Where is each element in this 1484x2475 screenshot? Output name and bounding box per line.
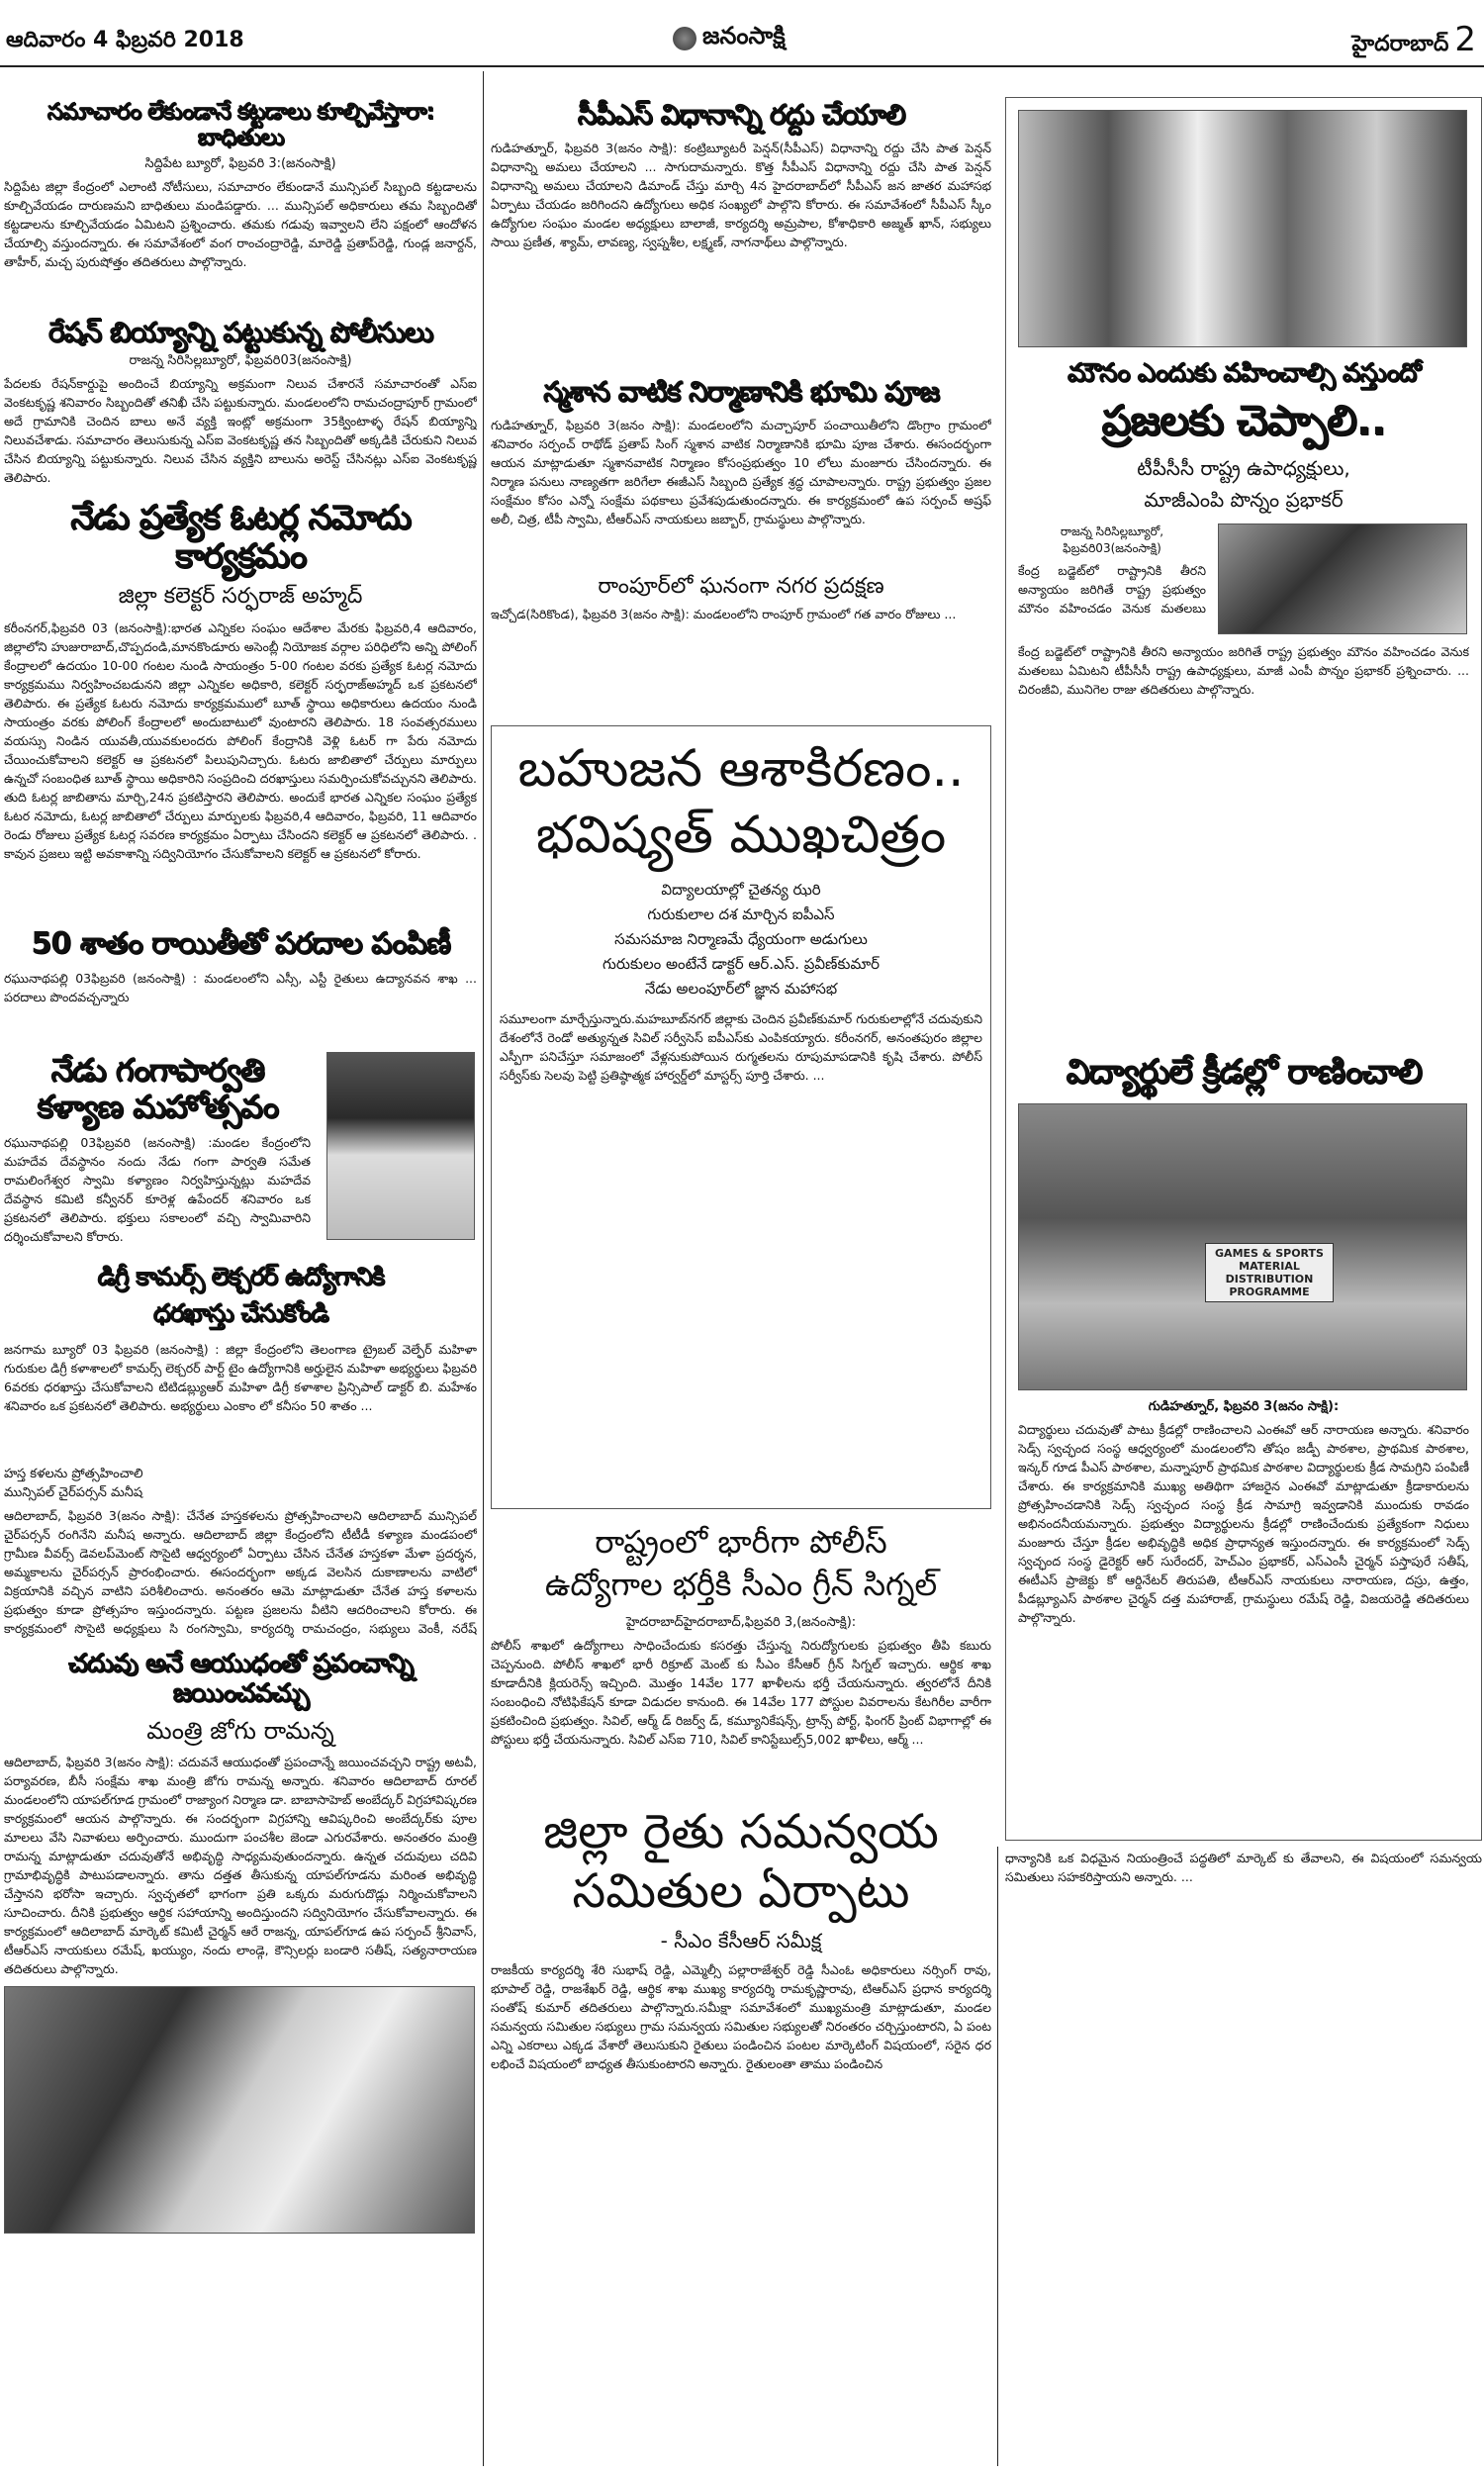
- article-body: సిద్దిపేట జిల్లా కేంద్రంలో ఎలాంటి నోటీసులు, సమాచారం లేకుండానే మున్సిపల్ సిబ్బంది కట్టడాలను కూల్చివేయడం దారుణమని బాధితులు మండిపడ్డారు. ... మున్సిపల్ అధికారులు తమ సిబ్బందితో కట్టడాలను కూల్చివేయడం ఏమిటని ప్రశ్నించారు. తమకు గడువు ఇవ్వాలని లేని పక్షంలో ఆందోళన చేయాల్సి వస్తుందన్నారు. ఈ సమావేశంలో వంగ రాంచంద్రారెడ్డి, మారెడ్డి ప్రతాప్‌రెడ్డి, గుండ్ల జనార్దన్, తాహీర్, మచ్చ పురుషోత్తం తదితరులు పాల్గొన్నారు.: [4, 178, 477, 269]
- article-text: [1018, 524, 1206, 634]
- article-body: ఆదిలాబాద్, ఫిబ్రవరి 3(జనం సాక్షి): చదువనే ఆయుధంతో ప్రపంచాన్నే జయించవచ్చని రాష్ట్ర అటవీ, పర్యావరణ, బీసీ సంక్షేమ శాఖ మంత్రి జోగు రామన్న అన్నారు. శనివారం ఆదిలాబాద్ రూరల్ మండలంలోని యాపల్‌గూడ గ్రామంలో రాజ్యాంగ నిర్మాణ డా. బాబాసాహెబ్ అంబేద్కర్ విగ్రహావిష్కరణ కార్యక్రమంలో ఆయన పాల్గొన్నారు. ఈ సందర్భంగా విగ్రహాన్ని ఆవిష్కరించి అంబేద్కర్‌కు పూల మాలలు వేసి నివాళులు అర్పించారు. ముందుగా పంచశీల జెండా ఎగురవేశారు. అనంతరం మంత్రి రామన్న మాట్లాడుతూ చదువుతోనే అభివృద్ధి సాధ్యమవుతుందన్నారు. ఉన్నత చదువులు చదివి గ్రామాభివృద్ధికి పాటుపడాలన్నారు. తాను దత్తత తీసుకున్న యాపల్‌గూడను మరింత అభివృద్ధి చేస్తానని భరోసా ఇచ్చారు. స్వచ్ఛతలో భాగంగా ప్రతి ఒక్కరు మరుగుదొడ్లు నిర్మించుకోవాలని సూచించారు. దీనికి ప్రభుత్వం ఆర్థిక సహాయాన్ని అందిస్తుందని సద్వినియోగం చేసుకోవాలన్నారు. ఈ కార్యక్రమంలో ఆదిలాబాద్ మార్కెట్ కమిటీ చైర్మన్ ఆరే రాజన్న, యాపల్‌గూడ ఉప సర్పంచ్ శ్రీనివాస్, టీఆర్ఎస్ నాయకులు రమేష్, ఖయ్యుం, నందు లాండ్గె, కౌన్సిలర్లు బండారి సతీష్, సత్యనారాయణ తదితరులు పాల్గొన్నారు.: [4, 1755, 477, 1977]
- headline: మౌనం ఎందుకు వహించాల్సి వస్తుందో: [1067, 358, 1421, 388]
- headline: సీపీఎస్ విధానాన్ని రద్దు చేయాలి: [577, 99, 905, 131]
- article-body-narrow: కేంద్ర బడ్జెట్‌లో రాష్ట్రానికి తీరని అన్యాయం జరిగితే రాష్ట్ర ప్రభుత్వం మౌనం వహించడం వెనుక మతలబు: [1018, 563, 1206, 617]
- headline-line: జిల్లా రైతు సమన్వయ: [543, 1804, 939, 1860]
- issue-date: ఆదివారం 4 ఫిబ్రవరి 2018: [6, 28, 244, 52]
- article-body: పోలీస్ శాఖలో ఉద్యోగాలు సాధించేందుకు కసరత్తు చేస్తున్న నిరుద్యోగులకు ప్రభుత్వం తీపి కబురు చెప్పనుంది. పోలీస్ శాఖలో భారీ రిక్రూట్ మెంట్ కు సీఎం కేసీఆర్ గ్రీన్ సిగ్నల్ ఇచ్చారు. ఆర్థిక శాఖ కూడాదీనికి క్లియరెన్స్ ఇచ్చింది. మొత్తం 14వేల 177 ఖాళీలను భర్తీ చేయనున్నారు. త్వరలోనే దీనికి సంబంధించి నోటిఫికేషన్ కూడా విడుదల కానుంది. ఈ 14వేల 177 పోస్టుల వివరాలను కేటగిరీల వారీగా ప్రకటించింది ప్రభుత్వం. సివిల్, ఆర్మ్ డ్ రిజర్వ్ డ్, కమ్యూనికేషన్స్, ట్రాన్స్ పోర్ట్, ఫింగర్ ప్రింట్ విభాగాల్లో ఈ పోస్టులు భర్తీ చేయనున్నారు. సివిల్ ఎస్ఐ 710, సివిల్ కానిస్టేబుల్స్5,002 ఖాళీలు, ఆర్మ్ ...: [491, 1638, 991, 1748]
- page-number: 2: [1454, 20, 1476, 59]
- kicker-line: మున్సిపల్ చైర్‌పర్సన్ మనీష: [4, 1484, 143, 1500]
- subheadline: జిల్లా కలెక్టర్ సర్ఫరాజ్ అహ్మద్: [118, 584, 363, 610]
- statue-unveiling-photo: [4, 1986, 475, 2234]
- page-info: [1351, 20, 1476, 61]
- article-body: కరీంనగర్,ఫిబ్రవరి 03 (జనంసాక్షి):భారత ఎన్నికల సంఘం ఆదేశాల మేరకు ఫిబ్రవరి,4 ఆదివారం, జిల్లాలోని హుజురాబాద్,చొప్పదండి,మానకొండూరు అసెంబ్లీ నియోజక వర్గాల పరిధిలోని అన్ని పోలింగ్ కేంద్రాలలో ఉదయం 10-00 గంటల నుండి సాయంత్రం 5-00 గంటల వరకు ప్రత్యేక ఓటర్ల నమోదు కార్యక్రమము నిర్వహించబడునని జిల్లా ఎన్నికల అధికారి, కలెక్టర్ సర్ఫరాజ్‌అహ్మద్ ఒక ప్రకటనలో తెలిపారు. ఈ ప్రత్యేక ఓటరు నమోదు కార్యక్రమములో బూత్ స్థాయి అధికారులు ఉదయం నుండి సాయంత్రం వరకు పోలింగ్ కేంద్రాలలో అందుబాటులో వుంటారని తెలిపారు. 18 సంవత్సరములు వయస్సు నిండిన యువతీ,యువకులందరు పోలింగ్ కేంద్రానికి వెళ్లి ఓటర్ గా పేరు నమోదు చేయించుకోవాలని కలెక్టర్ ఆ ప్రకటనలో పిలుపునిచ్చారు. ఓటరు జాబితాలో చేర్పులు మార్పులు ఉన్నచో సంబంధిత బూత్ స్థాయి అధికారిని సంప్రదించి దరఖాస్తులు సమర్పించుకోవచ్చునని తెలిపారు. తుది ఓటర్ల జాబితాను మార్చి,24న ప్రకటిస్తారని తెలిపారు. అందుకే భారత ఎన్నికల సంఘం ప్రత్యేక ఓటర నమోదు, ఓటర్ల జాబితాలో చేర్పులు మార్పులకు ఫిబ్రవరి,4 ఆదివారం, ఫిబ్రవరి, 11 ఆదివారం రెండు రోజులు ప్రత్యేక ఓటర్ల సవరణ కార్యక్రమం ఏర్పాటు చేసిందని కలెక్టర్ ఆ ప్రకటనలో తెలిపారు. . కావున ప్రజలు ఇట్టి అవకాశాన్ని సద్వినియోగం చేసుకోవాలని కలెక్టర్ ఆ ప్రకటనలో కోరారు.: [4, 619, 477, 861]
- sports-distribution-photo: [1018, 1103, 1467, 1390]
- article-body: రాజకీయ కార్యదర్శి శేరి సుభాష్ రెడ్డి, ఎమ్మెల్సీ పల్లారాజేశ్వర్ రెడ్డి సీఎంఓ అధికారులు నర్సింగ్ రావు, భూపాల్ రెడ్డి, రాజశేఖర్ రెడ్డి, ఆర్థిక శాఖ ముఖ్య కార్యదర్శి రామకృష్ణారావు, టిఆర్ఎస్ ప్రధాన కార్యదర్శి సంతోష్ కుమార్ తదితరులు పాల్గొన్నారు.సమీక్షా సమావేశంలో ముఖ్యమంత్రి మాట్లాడుతూ, మండల సమన్వయ సమితుల సభ్యులు గ్రామ సమన్వయ సమితుల సభ్యులతో నిరంతరం చర్చిస్తుంటారని, ఏ పంట ఎన్ని ఎకరాలు ఎక్కడ వేశారో తెలుసుకుని రైతులు పండించిన పంటల మార్కెటింగ్ విషయంలో, సరైన ధర లభించే విషయంలో బాధ్యత తీసుకుంటారని అన్నారు. రైతులంతా తాము పండించిన: [491, 1962, 991, 2072]
- article-body: విద్యార్థులు చదువుతో పాటు క్రీడల్లో రాణించాలని ఎంఈవో ఆర్ నారాయణ అన్నారు. శనివారం సెడ్స్ స్వచ్ఛంద సంస్థ ఆధ్వర్యంలో మండలంలోని తోషం జడ్పీ పాఠశాల, ప్రాథమిక పాఠశాల, ఇన్కర్ గూడ పీఎస్ పాఠశాల, మన్నాపూర్ ప్రాథమిక పాఠశాల విద్యార్థులకు క్రీడ సామగ్రిని పంపిణీ చేశారు. ఈ కార్యక్రమానికి ముఖ్య అతిథిగా హాజరైన ఎంఈవో మాట్లాడుతూ క్రీడాకారులను ప్రోత్సహించడానికి సెడ్స్ స్వచ్ఛంద సంస్థ క్రీడ సామాగ్రి ఇవ్వడానికి ముందుకు రావడం అభినందనీయమన్నారు. ప్రభుత్వం విద్యార్థులను క్రీడల్లో రాణించేందుకు ప్రత్యేకంగా నిధులు మంజూరు చేస్తూ క్రీడల అభివృద్ధికి అధిక ప్రాధాన్యత ఇస్తుందన్నారు. ఈ కార్యక్రమంలో సెడ్స్ స్వచ్ఛంద సంస్థ డైరెక్టర్ ఆర్ సురేందర్, హెచ్ఎం ప్రభాకర్, ఎస్ఎంసీ చైర్మన్ పస్తాపురే సతీష్, ఈటీఎస్ ప్రాజెక్టు కో ఆర్డినేటర్ తిరుపతి, టీఆర్ఎస్ నాయకులు నారాయణ, దస్రు, ఉత్తం, పీడబ్ల్యూఎస్ పాఠశాల చైర్మన్ దత్త మహారాజ్, గ్రామస్థులు రమేష్ రెడ్డి, విజయరెడ్డి తదితరులు పాల్గొన్నారు.: [1018, 1422, 1469, 1626]
- headline: నేడు ప్రత్యేక ఓటర్ల నమోదు కార్యక్రమం: [70, 498, 411, 577]
- article-body: ఇచ్చోడ(సిరికొండ), ఫిబ్రవరి 3(జనం సాక్షి): మండలంలోని రాంపూర్ గ్రామంలో గత వారం రోజులు ...: [491, 606, 957, 621]
- feature-box: [491, 725, 991, 1509]
- article-body: రఘునాథపల్లి 03ఫిబ్రవరి (జనంసాక్షి) : మండలంలోని ఎస్సీ, ఎస్టీ రైతులు ఉద్యానవన శాఖ ... పరదాలు పొందవచ్చన్నారు: [4, 971, 477, 1005]
- dateline: సిద్దిపేట బ్యూరో, ఫిబ్రవరి 3:(జనంసాక్షి): [144, 155, 336, 171]
- headline: [491, 1521, 991, 1606]
- headline: [4, 1258, 477, 1332]
- headline: రేషన్ బియ్యాన్ని పట్టుకున్న పోలీసులు: [47, 315, 433, 348]
- headline: ప్రజలకు చెప్పాలి..: [1101, 395, 1386, 444]
- headline-line: ధరఖాస్తు చేసుకోండి: [152, 1298, 328, 1328]
- subhead: విద్యాలయాల్లో చైతన్య ఝరి: [661, 880, 821, 899]
- article-body: ఆదిలాబాద్, ఫిబ్రవరి 3(జనం సాక్షి): చేనేత హస్తకళలను ప్రోత్సహించాలని ఆదిలాబాద్ మున్సిపల్ చైర్‌పర్సన్ రంగినేని మనీష అన్నారు. ఆదిలాబాద్ జిల్లా కేంద్రంలోని టీటీడీ కళ్యాణ మండపంలో గ్రామీణ వీవర్స్ డెవలప్‌మెంట్ సొసైటి ఆధ్వర్యంలో ఏర్పాటు చేసిన చేనేత హస్తకళా మేళా ప్రదర్శన, అమ్మకాలను చైర్‌పర్సన్ ప్రారంభించారు. ఈసందర్భంగా అక్కడ వెలసిన దుకాణాలను వాటిలో విక్రయానికి వచ్చిన వాటిని పరిశీలించారు. అనంతరం ఆమె మాట్లాడుతూ చేనేత హస్త కళాలను ప్రభుత్వం కూడా ప్రోత్సహం ఇస్తుందన్నారు. పట్టణ ప్రజలను వీటిని ఆదరించాలని కోరారు. ఈ కార్యక్రమంలో సొసైటి అధ్యక్షులు సి రంగస్వామి, కార్యదర్శి రామచంద్రం, సభ్యులు వెంకీ, నరేష్: [4, 1507, 477, 1636]
- article-body: గుడిహత్నూర్, ఫిబ్రవరి 3(జనం సాక్షి): మండలంలోని మచ్చాపూర్ పంచాయితీలోని డొంగ్రాం గ్రామంలో శనివారం సర్పంచ్ రాథోడ్ ప్రతాప్ సింగ్ స్మశాన వాటిక నిర్మాణానికి భూమి పూజ చేశారు. ఈసందర్భంగా ఆయన మాట్లాడుతూ స్మశానవాటిక నిర్మాణం కోసంప్రభుత్వం 10 లోలు మంజూరు చేసిందన్నారు. ఈ నిర్మాణ పనులు నాణ్యతగా జరిగేలా ఈజీఎస్ సిబ్బంది ప్రత్యేక శ్రద్ధ చూపాలన్నారు. రాష్ట్ర ప్రభుత్వం ప్రజల సంక్షేమం కోసం ఎన్నో సంక్షేమ పథకాలు ప్రవేశపుడుతుందన్నారు. ఈ కార్యక్రమంలో ఉప సర్పంచ్ అష్రఫ్ అలీ, చిత్ర, టీపీ స్వామి, టీఆర్ఎస్ నాయకులు జబ్బార్, గ్రామస్థులు పాల్గొన్నారు.: [491, 418, 991, 527]
- headline: చదువు అనే ఆయుధంతో ప్రపంచాన్ని జయించవచ్చు: [67, 1648, 414, 1708]
- column-right: [1005, 97, 1482, 2467]
- article-body: జనగామ బ్యూరో 03 ఫిబ్రవరి (జనంసాక్షి) : జిల్లా కేంద్రంలోని తెలంగాణ ట్రైబల్ వెల్ఫేర్ మహిళా గురుకుల డిగ్రీ కళాశాలలో కామర్స్ లెక్చరర్ పార్ట్ టైం ఉద్యోగానికి అర్హులైన మహిళా అభ్యర్థులు ఫిబ్రవరి 6వరకు ధరఖాస్తు చేసుకోవాలని టిటిడబ్ల్యుఆర్ మహిళా డిగ్రీ కళాశాల ప్రిన్సిపాల్ డాక్టర్ బి. మహేశం శనివారం ఒక ప్రకటనలో తెలిపారు. అభ్యర్థులు ఎంకాం లో కనీసం 50 శాతం ...: [4, 1341, 477, 1413]
- kicker-line: హస్త కళలను ప్రోత్సహించాలి: [4, 1466, 143, 1481]
- subhead: నేడు అలంపూర్‌లో జ్ఞాన మహాసభ: [644, 979, 838, 998]
- dateline: గుడిహత్నూర్, ఫిబ్రవరి 3(జనం సాక్షి):: [1148, 1399, 1340, 1415]
- headline-line: డిగ్రీ కామర్స్ లెక్చరర్ ఉద్యోగానికి: [97, 1261, 384, 1290]
- subheadline: రాంపూర్‌లో ఘనంగా నగర ప్రదక్షణ: [598, 574, 884, 600]
- headline: నేడు గంగాపార్వతి కళ్యాణ మహోత్సవం: [37, 1051, 278, 1125]
- meeting-photo: [1218, 524, 1467, 634]
- dateline: రాజన్న సిరిసిల్లబ్యూరో, ఫిబ్రవరి03(జనంసాక్షి): [1060, 524, 1164, 556]
- subhead: గురుకులం అంటేనే డాక్టర్ ఆర్.ఎస్. ప్రవీణ్‌కుమార్: [602, 954, 881, 973]
- headline-line: బహుజన ఆశాకిరణం..: [517, 738, 965, 799]
- subhead: మాజీఎంపి పొన్నం ప్రభాకర్: [1144, 488, 1344, 513]
- subheadline: [1018, 452, 1469, 516]
- headline-line: రాష్ట్రంలో భారీగా పోలీస్: [595, 1522, 887, 1561]
- headline: 50 శాతం రాయితీతో పరదాల పంపిణీ: [31, 925, 450, 961]
- article-text: [4, 1052, 311, 1246]
- edition-city: హైదరాబాద్: [1351, 32, 1449, 56]
- feature-subheads: [500, 878, 982, 1001]
- article-body: రఘునాథపల్లి 03ఫిబ్రవరి (జనంసాక్షి) :మండల కేంద్రంలోని మహదేవ దేవస్థానం నందు నేడు గంగా పార్వతి సమేత రామలింగేశ్వర స్వామి కళ్యాణం నిర్వహిస్తున్నట్లు మహదేవ దేవస్థాన కమిటి కన్వీనర్ కూరెళ్ల ఉపేందర్ శనివారం ఒక ప్రకటనలో తెలిపారు. భక్తులు సకాలంలో వచ్చి స్వామివారిని దర్శించుకోవాలని కోరారు.: [4, 1134, 311, 1244]
- subhead: సమసమాజ నిర్మాణమే ధ్యేయంగా అడుగులు: [614, 929, 868, 948]
- subheadline: మంత్రి జోగు రామన్న: [146, 1716, 334, 1745]
- kicker: [4, 1465, 477, 1502]
- headline-line: సమితుల ఏర్పాటు: [572, 1863, 910, 1920]
- headline: సమాచారం లేకుండానే కట్టడాలు కూల్చివేస్తారా: బాధితులు: [46, 99, 434, 151]
- photo-banner: GAMES & SPORTS MATERIAL DISTRIBUTION PROGRAMME: [1205, 1243, 1334, 1302]
- subheadline: - సీఎం కేసీఆర్ సమీక్ష: [660, 1929, 822, 1953]
- press-meet-photo: [1018, 110, 1467, 347]
- column-left: [4, 99, 477, 2469]
- article-with-photo: [1018, 524, 1469, 634]
- subhead: టీపీసీసీ రాష్ట్ర ఉపాధ్యక్షులు,: [1137, 456, 1350, 481]
- dateline: రాజన్న సిరిసిల్లబ్యూరో, ఫిబ్రవరి03(జనంసాక్షి): [129, 353, 352, 369]
- article-body: కేంద్ర బడ్జెట్‌లో రాష్ట్రానికి తీరని అన్యాయం జరిగితే రాష్ట్ర ప్రభుత్వం మౌనం వహించడం వెనుక మతలబు ఏమిటని టీపీసీసీ రాష్ట్ర ఉపాధ్యక్షులు, మాజీ ఎంపీ పొన్నం ప్రభాకర్ ప్రశ్నించారు. ... చిరంజీవి, మునిగెల రాజు తదితరులు పాల్గొన్నారు.: [1018, 644, 1469, 698]
- subhead: గురుకులాల దశ మార్చిన ఐపీఎస్: [647, 904, 835, 923]
- column-divider: [997, 1847, 998, 2466]
- headline: [491, 1802, 991, 1921]
- article-body: పేదలకు రేషన్‌కార్డుపై అందించే బియ్యాన్ని అక్రమంగా నిలువ చేశారనే సమాచారంతో ఎస్‌ఐ వెంకటకృష్ణ శనివారం సిబ్బందితో తనిఖీ చేసి పట్టుకున్నారు. మండలంలోని రామచంద్రాపూర్ గ్రామంలో అదే గ్రామానికి చెందిన బాలు అనే వ్యక్తి ఇంట్లో అక్రమంగా 35క్వింటాళ్ళ రేషన్ బియ్యాన్ని నిలువచేశాడు. సమాచారం తెలుసుకున్న ఎస్‌ఐ వెంకటకృష్ణ తన సిబ్బందితో అక్కడికి చేరుకుని నిలువ చేసిన బియ్యాన్ని పట్టుకున్నారు. నిలువ చేసిన వ్యక్తిని బాలును అరెస్ట్ చేసినట్లు ఎస్‌ఐ వెంకటకృష్ణ తెలిపారు.: [4, 376, 477, 486]
- right-feature-box: [1005, 97, 1482, 1841]
- headline-line: ఉద్యోగాల భర్తీకి సీఎం గ్రీన్ సిగ్నల్: [544, 1566, 938, 1604]
- feature-headline: [500, 736, 982, 870]
- logo-text: జనంసాక్షి: [702, 22, 786, 49]
- headline: స్మశాన వాటిక నిర్మాణానికి భూమి పూజ: [543, 375, 939, 409]
- column-middle: [491, 99, 991, 2469]
- article-body: ధాన్యానికి ఒక విధమైన నియంత్రించే పద్ధతిలో మార్కెట్ కు తేవాలని, ఈ విషయంలో సమన్వయ సమితులు సహకరిస్తాయని అన్నారు. ...: [1005, 1851, 1482, 1884]
- article-body: గుడిహత్నూర్, ఫిబ్రవరి 3(జనం సాక్షి): కంట్రిబ్యూటరీ పెన్షన్(సీపీఎస్) విధానాన్ని రద్దు చేసి పాత పెన్షన్ విధానాన్ని అమలు చేయాలని ... సాగుదామన్నారు. కొత్త సీపీఎస్ విధానాన్ని రద్దు చేసి పాత పెన్షన్ విధానాన్ని అమలు చేయాలని డిమాండ్ చేస్తు మార్చి 4న హైదరాబాద్‌లో సీపీఎస్ జన జాతర మహాసభ ఏర్పాటు చేయడం జరిగిందని ఉద్యోగులు అధిక సంఖ్యలో పాల్గొని కోరారు. ఈ సమావేశంలో సీపీఎస్ స్కీం ఉద్యోగుల సంఘం మండల అధ్యక్షులు బాలాజీ, కార్యదర్శి అమ్రపాల, కోశాధికారి అజ్మత్ ఖాన్, సభ్యులు సాయి ప్రణీత, శ్యామ్, లావణ్య, స్వప్నశీల, లక్ష్మణ్, నాగనాథ్‌లు పాల్గొన్నారు.: [491, 141, 991, 250]
- masthead-rule: [0, 65, 1484, 67]
- column-divider: [483, 71, 484, 2466]
- logo-emblem-icon: [673, 27, 696, 50]
- headline: విద్యార్థులే క్రీడల్లో రాణించాలి: [1066, 1052, 1422, 1093]
- article-with-photo: [4, 1052, 477, 1246]
- dateline: హైదరాబాద్‌హైదరాబాద్,ఫిబ్రవరి 3,(జనంసాక్షి):: [625, 1615, 857, 1631]
- official-portrait-photo: [326, 1052, 475, 1240]
- headline-line: భవిష్యత్ ముఖచిత్రం: [535, 806, 947, 866]
- newspaper-logo: [673, 22, 786, 55]
- article-body: సమూలంగా మార్చేస్తున్నారు.మహబూబ్‌నగర్ జిల్లాకు చెందిన ప్రవీణ్‌కుమార్ గురుకులాల్లోనే చదువుకుని దేశంలోనే రెండో అత్యున్నత సివిల్ సర్వీసెస్ ఐపీఎస్‌కు ఎంపికయ్యారు. కరీంనగర్, అనంతపురం జిల్లాల ఎస్పీగా పనిచేస్తూ సమాజంలో వేళ్లనుకుపోయిన రుగ్మతలను రూపుమాపడానికి కృషి చేశారు. పోలీస్ సర్వీస్‌కు సెలవు పెట్టి ప్రతిష్ఠాత్మక హార్వర్డ్‌లో మాస్టర్స్ పూర్తి చేశారు. ...: [500, 1010, 982, 1083]
